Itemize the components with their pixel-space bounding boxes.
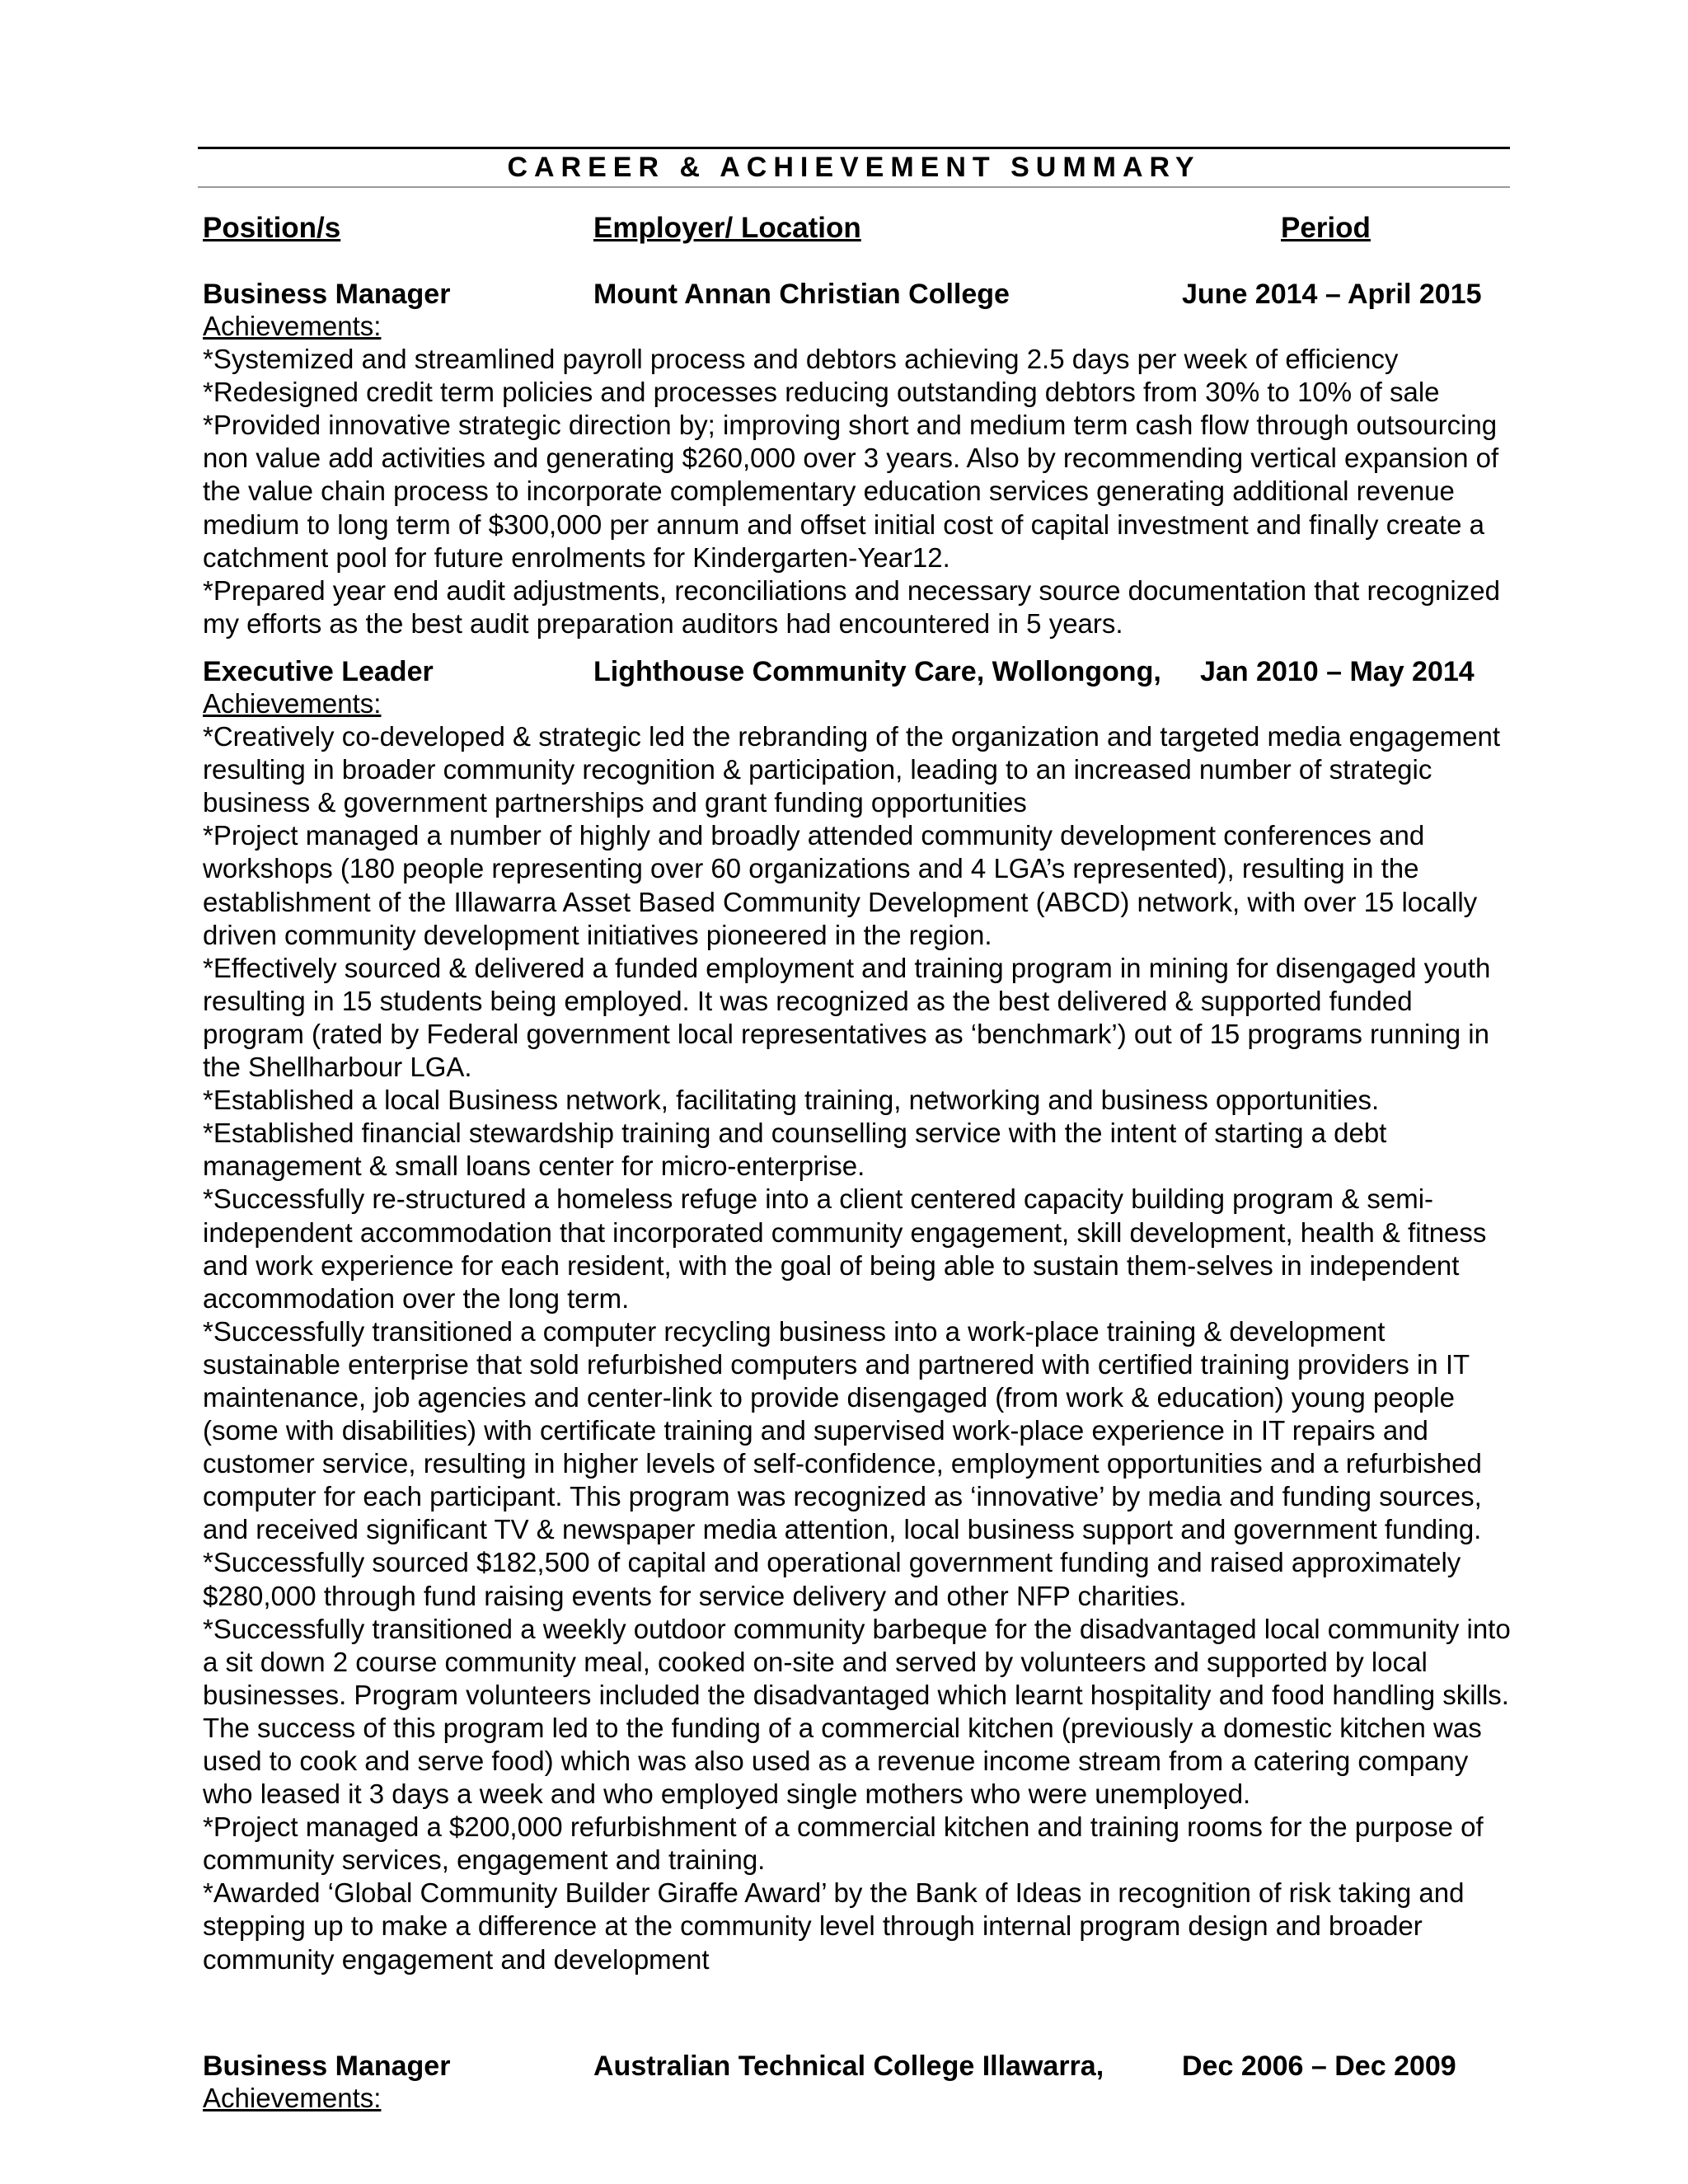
entry-employer: Mount Annan Christian College <box>593 279 1010 310</box>
entry-position: Business Manager <box>203 2050 451 2082</box>
entry-header <box>0 2049 1688 2083</box>
achievement-item: *Successfully transitioned a computer recycling business into a work-place training & development sustainable enterprise that sold refurbished computers and partnered with certified training providers in IT maintenance, job agencies and center-link to provide disengaged (from work & education) young people (some with disabilities) with certificate training and supervised work-place experience in IT repairs and customer service, resulting in higher levels of self-confidence, employment opportunities and a refurbished computer for each participant. This program was recognized as ‘innovative’ by media and funding sources, and received significant TV & newspaper media attention, local business support and government funding. <box>203 1315 1482 1545</box>
entry-period: Jan 2010 – May 2014 <box>1200 656 1475 687</box>
section-top-rule <box>198 147 1510 149</box>
achievement-item: *Project managed a $200,000 refurbishment of a commercial kitchen and training rooms for the purpose of community services, engagement and training. <box>203 1811 1484 1876</box>
achievement-item: *Successfully sourced $182,500 of capital and operational government funding and raised approximately $280,000 through fund raising events for service delivery and other NFP charities. <box>203 1547 1461 1611</box>
achievements-label: Achievements: <box>203 2083 382 2113</box>
section-title: CAREER & ACHIEVEMENT SUMMARY <box>507 152 1201 183</box>
achievement-item: *Provided innovative strategic direction by; improving short and medium term cash flow through outsourcing non value add activities and generating $260,000 over 3 years. Also by recommending vertical expansion of the value chain process to incorporate complementary education services generating additional revenue medium to long term of $300,000 per annum and offset initial cost of capital investment and finally create a catchment pool for future enrolments for Kindergarten-Year12. <box>203 410 1499 573</box>
column-header-employer: Employer/ Location <box>593 212 861 244</box>
entry-header <box>0 654 1688 689</box>
entry-period: Dec 2006 – Dec 2009 <box>1182 2050 1456 2082</box>
entry-employer: Lighthouse Community Care, Wollongong, <box>593 656 1161 687</box>
achievement-item: *Creatively co-developed & strategic led the rebranding of the organization and targeted media engagement resulting in broader community recognition & participation, leading to an increased number of strategic business & government partnerships and grant funding opportunities <box>203 721 1501 818</box>
column-header-period: Period <box>1281 212 1371 244</box>
achievement-item: *Effectively sourced & delivered a funded employment and training program in mining for disengaged youth resulting in 15 students being employed. It was recognized as the best delivered & supported funded program (rated by Federal government local representatives as ‘benchmark’) out of 15 programs running in the Shellharbour LGA. <box>203 952 1491 1083</box>
achievement-item: *Awarded ‘Global Community Builder Giraffe Award’ by the Bank of Ideas in recognition of risk taking and stepping up to make a difference at the community level through internal program design and broader community engagement and development <box>203 1877 1465 1975</box>
section-bottom-rule <box>198 186 1510 188</box>
achievements-label: Achievements: <box>203 311 382 341</box>
achievement-item: *Established a local Business network, facilitating training, networking and business opportunities. <box>203 1085 1380 1116</box>
entry-achievements <box>203 2082 1513 2115</box>
achievement-item: *Successfully transitioned a weekly outdoor community barbeque for the disadvantaged local community into a sit down 2 course community meal, cooked on-site and served by volunteers and supported by local businesses. Program volunteers included the disadvantaged which learnt hospitality and food handling skills. The success of this program led to the funding of a commercial kitchen (previously a domestic kitchen was used to cook and serve food) which was also used as a revenue income stream from a catering company who leased it 3 days a week and who employed single mothers who were unemployed. <box>203 1613 1511 1810</box>
achievement-item: *Prepared year end audit adjustments, reconciliations and necessary source documentation that recognized my efforts as the best audit preparation auditors had encountered in 5 years. <box>203 574 1500 639</box>
column-header-position: Position/s <box>203 212 341 244</box>
entry-period: June 2014 – April 2015 <box>1182 279 1482 310</box>
achievement-item: *Successfully re-structured a homeless refuge into a client centered capacity building program & semi-independent accommodation that incorporated community engagement, skill development, health & fitness and work experience for each resident, with the goal of being able to sustain them-selves in independent accommodation over the long term. <box>203 1183 1487 1314</box>
entry-employer: Australian Technical College Illawarra, <box>593 2050 1104 2082</box>
entry-position: Business Manager <box>203 279 451 310</box>
achievement-item: *Project managed a number of highly and broadly attended community development conferences and workshops (180 people representing over 60 organizations and 4 LGA’s represented), resulting in the establishment of the Illawarra Asset Based Community Development (ABCD) network, with over 15 locally driven community development initiatives pioneered in the region. <box>203 820 1478 950</box>
achievement-item: *Systemized and streamlined payroll process and debtors achieving 2.5 days per week of efficiency <box>203 344 1399 375</box>
achievements-label: Achievements: <box>203 688 382 719</box>
entry-header <box>0 277 1688 312</box>
entry-achievements <box>203 687 1513 1976</box>
entry-position: Executive Leader <box>203 656 434 687</box>
achievement-item: *Established financial stewardship training and counselling service with the intent of starting a debt management & small loans center for micro-enterprise. <box>203 1118 1387 1182</box>
entry-achievements <box>203 310 1513 640</box>
achievement-item: *Redesigned credit term policies and processes reducing outstanding debtors from 30% to 10% of sale <box>203 377 1440 408</box>
